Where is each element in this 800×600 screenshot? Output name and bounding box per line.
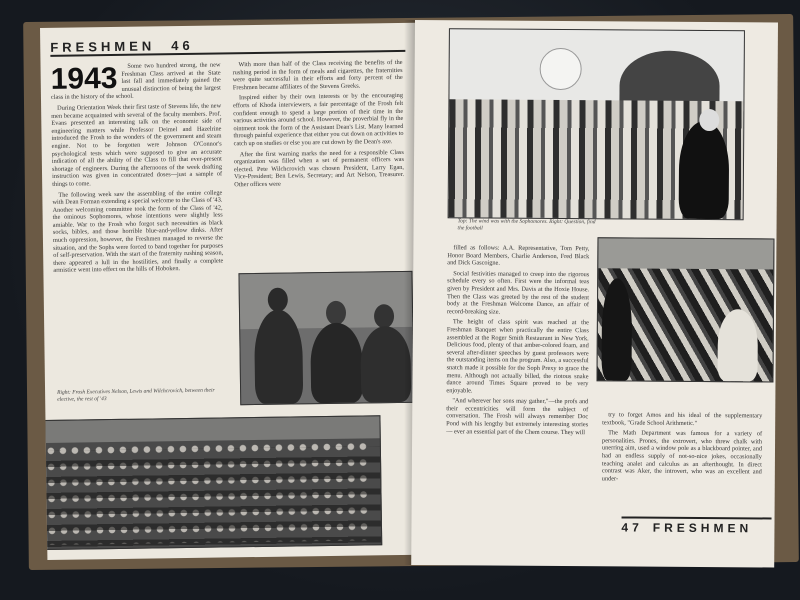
right-page [411,20,778,568]
right-text-column-1 [446,244,589,439]
footer-title: FRESHMEN [652,520,753,536]
class-group-photo [40,415,382,550]
left-text-column-2 [232,59,404,192]
class-year: 1943 [50,61,118,96]
top-photo-caption: Top: The wind was with the Sophomores. Right: Question, find the football [457,218,596,231]
left-page-header [50,35,405,57]
paragraph: After the first warning marks the need for a responsible Class organization was filled when a set of permanent officers was elected. Pete Wilchcrovich was chosen President, Larry Egan, Vice-President; Ben Lewis, Secretary; and Art Nelson, Treasurer. Other offices were [233,148,405,189]
right-page-footer [621,516,771,535]
paragraph: filled as follows: A.A. Representative, Tom Petty, Honor Board Members, Charlie Anderson, Fred Black and Dick Gascoigne. [447,244,590,267]
paragraph: With more than half of the Class receiving the benefits of the rushing period in the form of meals and cigarettes, the fraternities were quite successful in their efforts and forty percent of the Freshmen became affiliates of the Stevens Greeks. [232,58,403,92]
paragraph: Inspired either by their own interests or by the encouraging efforts of Khoda interviewers, a fair percentage of the Frosh felt confident enough to spend a large portion of their time in the various activities around school. However, the proverbial fly in the ointment took the form of the Assistant Dean's List. Many learned through painful experience that either you cut down on activities to catch up on studies or else you are cut down by the Dean's axe. [233,92,404,148]
executives-photo [238,271,414,405]
executives-photo-caption: Right: Frosh Executives Nelson, Lewis and Wilchcrovich, between their elective, the rest of '43 [57,387,215,403]
paragraph: Some two hundred strong, the new Freshman Class arrived at the State last fall and immediately gained the unusual distinction of being the largest class in the history of the school. [50,61,221,102]
left-page [40,23,422,560]
page-number: 46 [171,37,194,54]
scrum-photo [596,237,774,382]
push-ball-photo [448,28,745,220]
paragraph: The height of class spirit was reached at the Freshman Banquet when practically the entire Class assembled at the Roger Smith Restaurant in New York. Delicious food, plenty of that amber-colored foam, and several after-dinner speeches by guest professors were the outstanding items on the program. Also, a successful snatch made it possible for the Soph Prexy to grace the menu. Although not actually billed, the riotous snake dance around Times Square proved to be very enjoyable. [446,318,589,395]
paragraph: The following week saw the assembling of the entire college with Dean Forman extending a special welcome to the Class of '43. Another welcoming committee took the form of the Class of '42, the ominous Sophomores, whose intentions were slightly less amiable. War to the Frosh who forgot such necessities as black socks, bibles, and those horrible blue-and-yellow dinks. After much oppression, however, the Freshmen managed to reverse the situation, and the Sophs were forced to band together for purposes of self-preservation. With the start of the fraternity rushing season, there appeared a lull in the hostilities, and finally a complete armistice went into effect on the hills of Hoboken. [52,188,224,275]
left-text-column-1 [51,61,224,277]
paragraph: "And wherever her sons may gather,"—the profs and their eccentricities will form the subject of conversation. The Frosh will always remember Doc Pond with his lengthy but extremely interesting stories — ever an essential part of the Chem course. They will [446,397,589,436]
paragraph: The Math Department was famous for a variety of personalities. Prones, the extrovert, who threw chalk with unerring aim, used a window pole as a blackboard pointer, and had an endless supply of not-so-nice jokes, occasionally teaching analet and calculus as an afterthought. In direct contrast was Aker, the introvert, who was an excellent and under- [601,429,763,483]
paragraph: During Orientation Week their first taste of Stevens life, the new men became acquainted with several of the faculty members. Prof. Evans presented an interesting talk on the economic side of engineering matters while Professor Deimel and Hazelrine introduced the Frosh to the wonders of the government and steam engine. Not to be forgotten were Johnson O'Connor's psychological tests which were supposed to give an accurate indication of all the ability of the Class to fill that ever-present shortage of engineers. During the afternoons of the week drafting instruction was given in concentrated doses—just a sample of things to come. [51,102,223,188]
header-title: FRESHMEN [50,38,156,55]
right-text-column-2 [602,411,763,486]
page-number: 47 [621,520,643,535]
paragraph: Social festivities managed to creep into the rigorous schedule every so often. First were the informal teas given by President and Mrs. Davis at the Hoxie House. Then the Class was greeted by the rest of the student body at the Freshman Welcome Dance, an affair of record-breaking size. [446,270,590,316]
paragraph: try to forget Amos and his ideal of the supplementary textbook, "Grade School Arithmetic." [602,411,763,427]
